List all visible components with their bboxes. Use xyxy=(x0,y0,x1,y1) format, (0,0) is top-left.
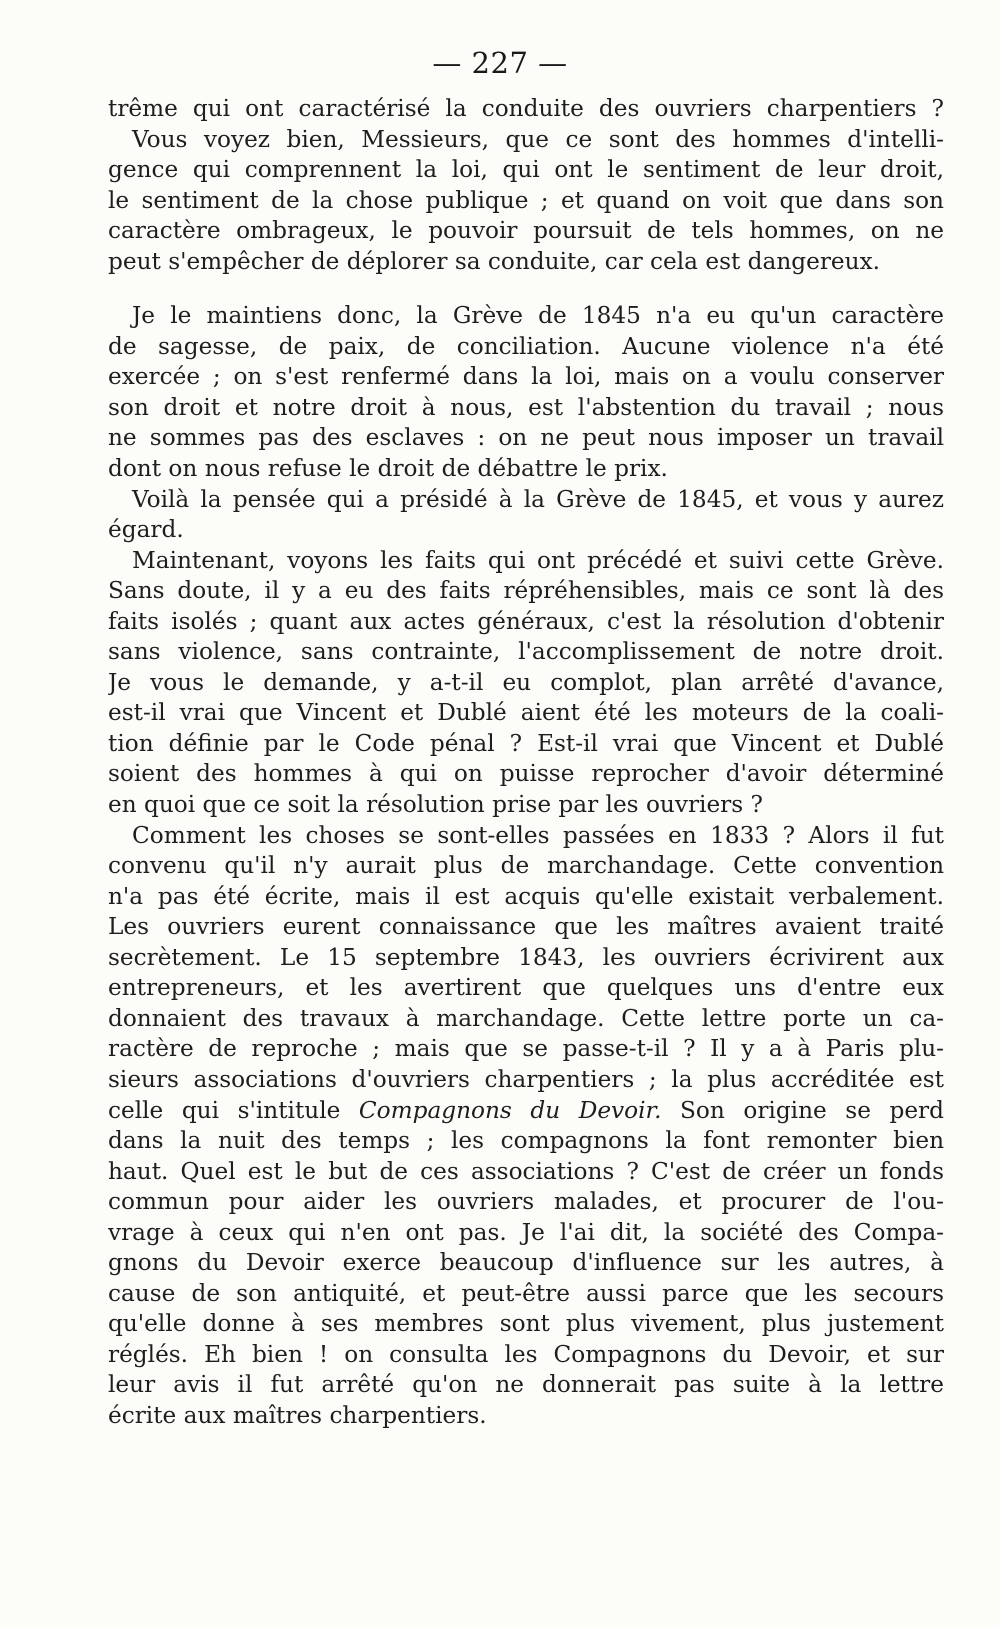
text-line: secrètement. Le 15 septembre 1843, les ouvriers écrivirent aux xyxy=(108,943,944,971)
text-fragment: Son origine se perd xyxy=(661,1096,944,1124)
text-line: commun pour aider les ouvriers malades, et procurer de l'ou- xyxy=(108,1188,944,1216)
page-number: — 227 — xyxy=(432,46,568,80)
text-line: dont on nous refuse le droit de débattre le prix. xyxy=(108,455,668,483)
text-line: réglés. Eh bien ! on consulta les Compagnons du Devoir, et sur xyxy=(108,1340,944,1368)
text-line: leur avis il fut arrêté qu'on ne donnerait pas suite à la lettre xyxy=(108,1371,944,1399)
text-line: de sagesse, de paix, de conciliation. Aucune violence n'a été xyxy=(108,332,944,360)
body-text xyxy=(108,94,944,1432)
text-line: n'a pas été écrite, mais il est acquis qu'elle existait verbalement. xyxy=(108,882,944,910)
text-line: ne sommes pas des esclaves : on ne peut nous imposer un travail xyxy=(108,424,944,452)
italic-title: Compagnons du Devoir. xyxy=(358,1096,662,1124)
text-line: est-il vrai que Vincent et Dublé aient été les moteurs de la coali- xyxy=(108,699,944,727)
text-line: soient des hommes à qui on puisse reprocher d'avoir déterminé xyxy=(108,760,944,788)
text-line: son droit et notre droit à nous, est l'abstention du travail ; nous xyxy=(108,393,944,421)
text-line: donnaient des travaux à marchandage. Cette lettre porte un ca- xyxy=(108,1004,944,1032)
text-line: faits isolés ; quant aux actes généraux, c'est la résolution d'obtenir xyxy=(108,607,944,635)
text-fragment: celle qui s'intitule xyxy=(108,1096,359,1124)
text-line: Maintenant, voyons les faits qui ont précédé et suivi cette Grève. xyxy=(132,546,944,574)
text-line: gnons du Devoir exerce beaucoup d'influence sur les autres, à xyxy=(108,1249,944,1277)
text-line: Voilà la pensée qui a présidé à la Grève de 1845, et vous y aurez xyxy=(132,485,944,513)
text-line: gence qui comprennent la loi, qui ont le sentiment de leur droit, xyxy=(108,156,944,184)
text-line: Comment les choses se sont-elles passées en 1833 ? Alors il fut xyxy=(132,821,944,849)
text-line: dans la nuit des temps ; les compagnons la font remonter bien xyxy=(108,1127,944,1155)
text-line: Je le maintiens donc, la Grève de 1845 n'a eu qu'un caractère xyxy=(132,302,944,330)
text-line: convenu qu'il n'y aurait plus de marchandage. Cette convention xyxy=(108,852,944,880)
text-line: entrepreneurs, et les avertirent que quelques uns d'entre eux xyxy=(108,974,944,1002)
text-line: cause de son antiquité, et peut-être aussi parce que les secours xyxy=(108,1279,944,1307)
text-line-with-italic xyxy=(108,1096,944,1127)
text-line: haut. Quel est le but de ces associations ? C'est de créer un fonds xyxy=(108,1157,944,1185)
text-line: Je vous le demande, y a-t-il eu complot, plan arrêté d'avance, xyxy=(108,668,944,696)
text-line: le sentiment de la chose publique ; et quand on voit que dans son xyxy=(108,186,944,214)
text-line: ractère de reproche ; mais que se passe-t-il ? Il y a à Paris plu- xyxy=(108,1035,944,1063)
text-line: trême qui ont caractérisé la conduite des ouvriers charpentiers ? xyxy=(108,95,944,122)
text-line: en quoi que ce soit la résolution prise par les ouvriers ? xyxy=(108,791,763,819)
text-line: qu'elle donne à ses membres sont plus vivement, plus justement xyxy=(108,1310,944,1338)
text-line: sans violence, sans contrainte, l'accomplissement de notre droit. xyxy=(108,638,944,666)
text-line: peut s'empêcher de déplorer sa conduite, car cela est dangereux. xyxy=(108,247,881,275)
text-line: caractère ombrageux, le pouvoir poursuit de tels hommes, on ne xyxy=(108,217,944,245)
text-line: sieurs associations d'ouvriers charpentiers ; la plus accréditée est xyxy=(108,1065,944,1093)
text-line: Sans doute, il y a eu des faits répréhensibles, mais ce sont là des xyxy=(108,577,944,605)
text-line: Vous voyez bien, Messieurs, que ce sont des hommes d'intelli- xyxy=(132,125,944,153)
text-line: vrage à ceux qui n'en ont pas. Je l'ai dit, la société des Compa- xyxy=(108,1218,944,1246)
text-line: Les ouvriers eurent connaissance que les maîtres avaient traité xyxy=(108,913,944,941)
paragraph-gap xyxy=(108,277,944,301)
text-line: exercée ; on s'est renfermé dans la loi, mais on a voulu conserver xyxy=(108,363,944,391)
text-line: tion définie par le Code pénal ? Est-il vrai que Vincent et Dublé xyxy=(108,729,944,757)
text-line: égard. xyxy=(108,516,184,544)
text-line: écrite aux maîtres charpentiers. xyxy=(108,1401,487,1429)
